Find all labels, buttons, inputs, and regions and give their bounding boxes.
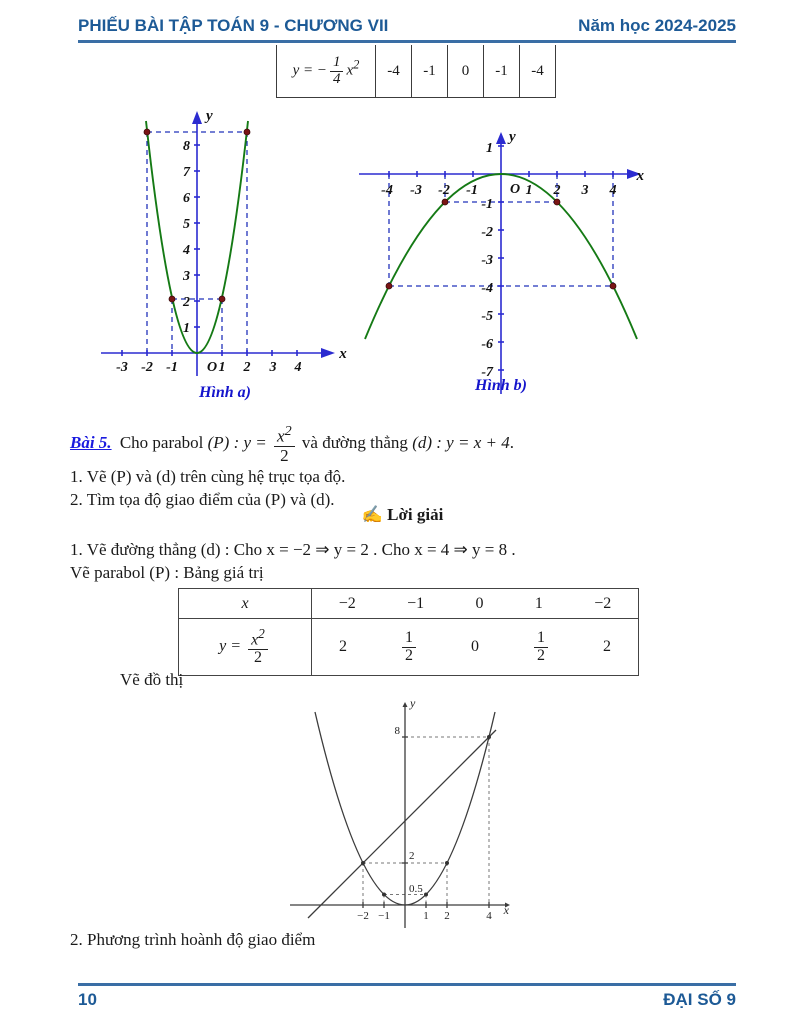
figure-a-parabola-up-chart [97, 108, 353, 400]
y-value: 0 [471, 638, 479, 655]
function-value-table-top [276, 45, 556, 98]
fraction [248, 627, 268, 667]
x-value: 0 [475, 594, 484, 612]
svg-text:-3: -3 [410, 183, 422, 198]
svg-text:-2: -2 [438, 183, 450, 198]
solution-heading-text: Lời giải [387, 505, 444, 524]
svg-text:-1: -1 [481, 197, 493, 212]
fraction-numerator: $x^2$ [248, 627, 268, 650]
exercise-5-statement [70, 424, 735, 464]
x-tick-labels [381, 183, 616, 198]
y-axis-label: y [206, 108, 213, 124]
svg-text:-3: -3 [116, 360, 128, 375]
svg-text:1: 1 [525, 183, 533, 198]
fraction [330, 55, 344, 88]
draw-graph-label: Vẽ đồ thị [120, 670, 184, 689]
parabola-values-table [178, 588, 639, 676]
svg-text:1: 1 [486, 141, 493, 156]
y-axis-arrow-icon [403, 702, 408, 707]
header-school-year: Năm học 2024-2025 [578, 16, 736, 35]
svg-text:1: 1 [183, 321, 190, 336]
svg-text:-1: -1 [466, 183, 478, 198]
formula-exponent: 2 [353, 57, 360, 72]
svg-text:1: 1 [218, 360, 226, 375]
x-tick-labels [357, 910, 492, 922]
value-cell: -4 [520, 45, 556, 98]
footer-subject: ĐẠI SỐ 9 [663, 990, 736, 1009]
table-row [277, 45, 556, 98]
pen-icon: ✍ [361, 505, 383, 524]
formula-prefix: y = − [292, 62, 327, 79]
svg-text:6: 6 [183, 191, 190, 206]
svg-text:2: 2 [243, 360, 251, 375]
table-row-y [179, 619, 639, 676]
solution-heading [70, 505, 735, 525]
y-value: 2 [339, 638, 347, 655]
line-curve [308, 730, 496, 918]
svg-text:8: 8 [183, 139, 190, 154]
svg-text:-2: -2 [481, 225, 493, 240]
value-cell: 0 [448, 45, 484, 98]
y-value-fraction: $\frac{1}{2}$ [402, 630, 416, 665]
axes [359, 144, 627, 394]
svg-text:-3: -3 [481, 253, 493, 268]
solution-part-2: 2. Phương trình hoành độ giao điểm [70, 930, 316, 949]
table-row-x [179, 589, 639, 619]
axes [101, 124, 321, 376]
period: . [509, 433, 514, 453]
fraction-denominator: 2 [280, 445, 289, 465]
svg-text:4: 4 [486, 910, 492, 922]
x-axis-label: x [636, 168, 644, 184]
svg-text:0.5: 0.5 [409, 883, 423, 895]
exercise-item-1: 1. Vẽ (P) và (d) trên cùng hệ trục tọa độ. [70, 467, 346, 486]
svg-text:1: 1 [423, 910, 429, 922]
figure-a-caption: Hình a) [198, 384, 251, 401]
svg-text:-2: -2 [141, 360, 153, 375]
value-cell: -4 [376, 45, 412, 98]
value-cell: -1 [484, 45, 520, 98]
svg-text:−2: −2 [357, 910, 369, 922]
x-value: −2 [338, 594, 356, 612]
svg-text:-1: -1 [166, 360, 178, 375]
svg-text:2: 2 [183, 295, 190, 310]
marked-points [361, 735, 491, 897]
x-value: 1 [534, 594, 543, 612]
svg-text:5: 5 [183, 217, 190, 232]
solution-step-1: 1. Vẽ đường thẳng (d) : Cho x = −2 ⇒ y = 2 . Cho x = 4 ⇒ y = 8 . [70, 540, 516, 559]
svg-text:2: 2 [409, 850, 415, 862]
svg-text:4: 4 [294, 360, 302, 375]
y-axis-arrow-icon [192, 111, 202, 124]
x-axis-label: x [503, 903, 509, 917]
page-number: 10 [78, 990, 97, 1009]
svg-text:-6: -6 [481, 337, 493, 352]
exercise-item-2: 2. Tìm tọa độ giao điểm của (P) và (d). [70, 490, 335, 509]
line-equation: (d) : y = x + 4 [412, 433, 510, 453]
svg-text:-7: -7 [481, 365, 493, 380]
y-tick-labels [395, 725, 424, 895]
fraction-numerator: 1 [330, 55, 344, 72]
x-header-cell: x [179, 589, 312, 619]
fraction-denominator: 4 [332, 70, 341, 87]
svg-text:2: 2 [444, 910, 450, 922]
fraction-numerator: $x^2$ [274, 424, 295, 447]
svg-text:3: 3 [581, 183, 589, 198]
x-axis-arrow-icon [321, 348, 335, 358]
header-title: PHIẾU BÀI TẬP TOÁN 9 - CHƯƠNG VII [78, 16, 389, 35]
svg-text:3: 3 [183, 269, 190, 284]
dashed-guides [363, 737, 489, 905]
value-cell: -1 [412, 45, 448, 98]
origin-label: O [207, 360, 218, 375]
x-values-cell [312, 589, 639, 619]
svg-text:-4: -4 [381, 183, 393, 198]
page-header [78, 16, 736, 43]
fraction-denominator: 2 [253, 649, 262, 667]
fraction [274, 424, 295, 464]
y-axis-label: y [509, 130, 516, 145]
formula-variable: x [346, 62, 354, 79]
x-value: −1 [407, 594, 425, 612]
page-footer [78, 983, 736, 1010]
y-values-cell [312, 619, 639, 676]
y-tick-labels [182, 139, 191, 336]
y-axis-label: y [410, 696, 416, 710]
x-value: −2 [594, 594, 612, 612]
svg-text:-4: -4 [481, 281, 493, 296]
exercise-label: Bài 5. [70, 433, 112, 453]
svg-text:4: 4 [183, 243, 190, 258]
formula-prefix: y = [219, 637, 242, 655]
svg-text:2: 2 [553, 183, 561, 198]
svg-text:8: 8 [394, 725, 400, 737]
origin-label: O [510, 182, 521, 197]
svg-text:−1: −1 [378, 910, 390, 922]
figure-b-caption: Hình b) [474, 377, 527, 394]
y-value: 2 [603, 638, 611, 655]
y-formula-cell [179, 619, 312, 676]
formula-cell [277, 45, 376, 98]
exercise-text: Cho parabol [119, 433, 204, 453]
x-axis-label: x [339, 346, 347, 362]
svg-text:7: 7 [183, 165, 190, 180]
svg-text:-5: -5 [481, 309, 493, 324]
exercise-text: và đường thẳng [301, 433, 408, 453]
y-value-fraction: $\frac{1}{2}$ [534, 630, 548, 665]
y-axis-arrow-icon [496, 132, 506, 144]
parabola-equation: (P) : y = [207, 433, 267, 453]
figure-b-parabola-down-chart [355, 130, 647, 402]
svg-text:4: 4 [609, 183, 617, 198]
figure-c-parabola-line-chart [288, 695, 513, 933]
solution-step-1b: Vẽ parabol (P) : Bảng giá trị [70, 563, 264, 582]
svg-text:3: 3 [269, 360, 277, 375]
